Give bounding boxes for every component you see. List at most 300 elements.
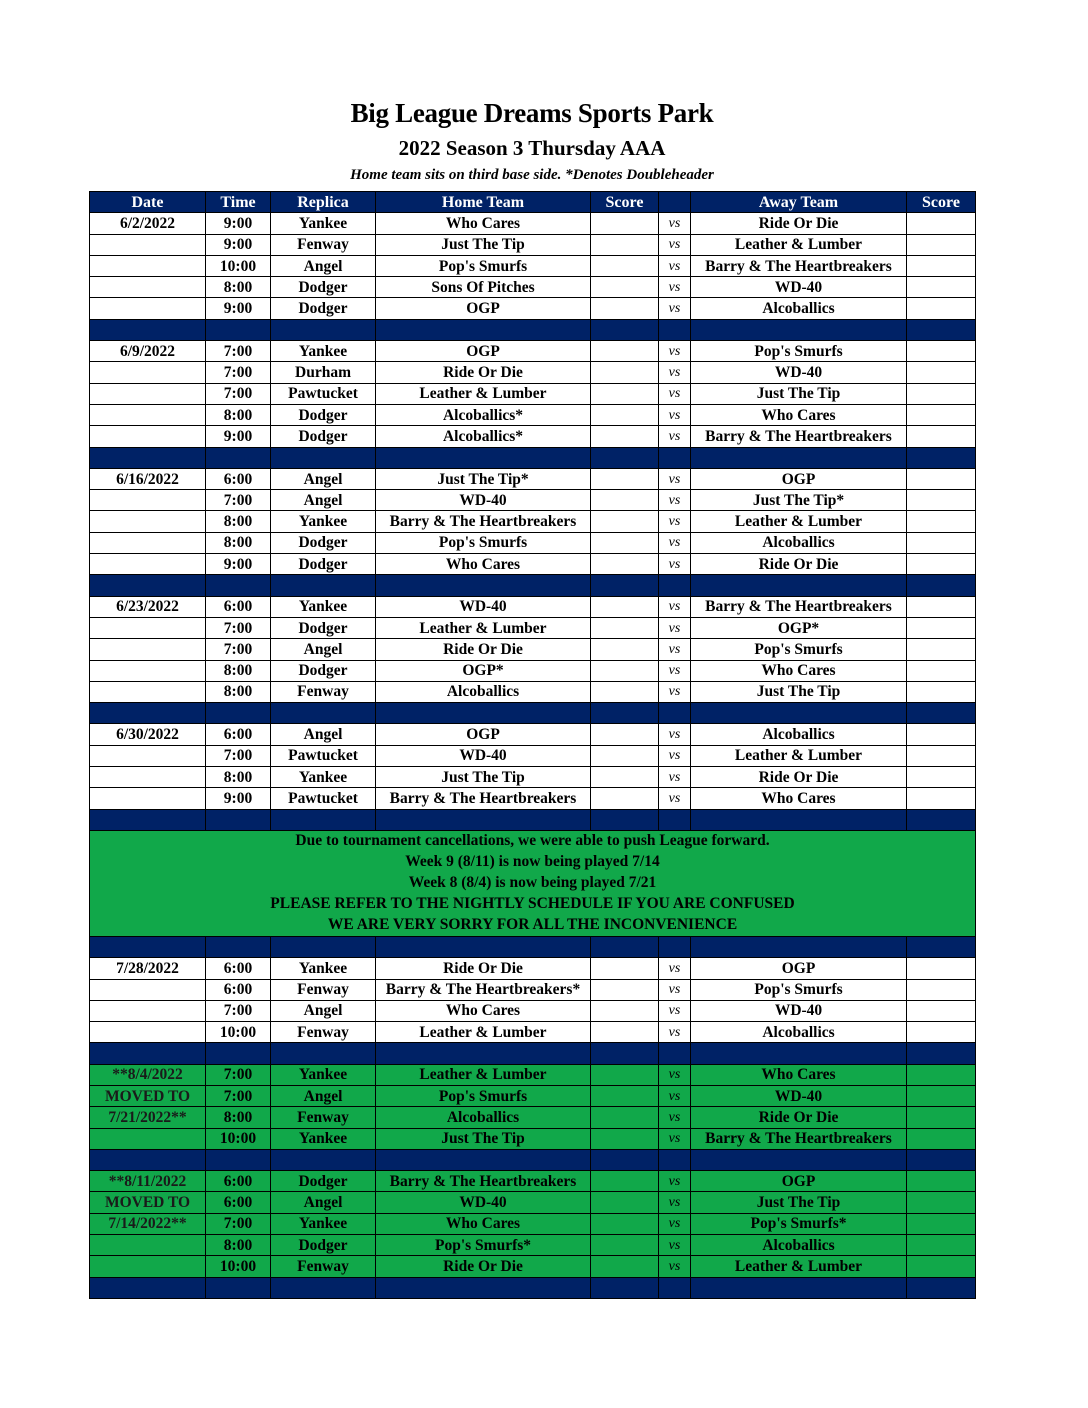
game-replica: Durham (271, 362, 376, 383)
home-team: Who Cares (376, 554, 591, 575)
game-date (90, 681, 206, 702)
vs-label: vs (659, 468, 691, 489)
home-score (591, 1235, 659, 1256)
home-score (591, 255, 659, 276)
separator-row (90, 1277, 976, 1298)
separator-cell (206, 936, 271, 957)
home-score (591, 426, 659, 447)
separator-cell (591, 319, 659, 340)
game-replica: Yankee (271, 341, 376, 362)
separator-cell (907, 319, 976, 340)
game-row (90, 298, 976, 319)
home-team: Ride Or Die (376, 958, 591, 979)
separator-cell (659, 1277, 691, 1298)
game-time: 8:00 (206, 1235, 271, 1256)
separator-cell (271, 1277, 376, 1298)
game-time: 8:00 (206, 277, 271, 298)
game-row (90, 1064, 976, 1085)
separator-cell (907, 1277, 976, 1298)
home-score (591, 1022, 659, 1043)
home-team: Who Cares (376, 213, 591, 234)
vs-label: vs (659, 1000, 691, 1021)
away-team: WD-40 (691, 1000, 907, 1021)
away-score (907, 362, 976, 383)
away-score (907, 1128, 976, 1149)
separator-cell (376, 809, 591, 830)
game-time: 10:00 (206, 1022, 271, 1043)
game-time: 8:00 (206, 681, 271, 702)
separator-cell (907, 1149, 976, 1170)
game-date (90, 745, 206, 766)
away-score (907, 426, 976, 447)
home-score (591, 596, 659, 617)
game-date (90, 298, 206, 319)
vs-label: vs (659, 1256, 691, 1277)
game-replica: Angel (271, 490, 376, 511)
game-time: 9:00 (206, 426, 271, 447)
game-date (90, 277, 206, 298)
vs-label: vs (659, 745, 691, 766)
separator-cell (206, 1043, 271, 1064)
home-score (591, 554, 659, 575)
away-team: Pop's Smurfs* (691, 1213, 907, 1234)
game-row (90, 468, 976, 489)
separator-cell (907, 1043, 976, 1064)
separator-cell (659, 319, 691, 340)
game-date: 7/21/2022** (90, 1107, 206, 1128)
home-score (591, 639, 659, 660)
game-time: 8:00 (206, 767, 271, 788)
home-score (591, 1000, 659, 1021)
home-score (591, 958, 659, 979)
away-score (907, 1235, 976, 1256)
game-time: 7:00 (206, 362, 271, 383)
col-replica: Replica (271, 192, 376, 213)
game-date (90, 979, 206, 1000)
game-replica: Angel (271, 724, 376, 745)
separator-cell (591, 447, 659, 468)
away-team: Pop's Smurfs (691, 639, 907, 660)
game-date (90, 426, 206, 447)
home-score (591, 490, 659, 511)
away-team: Who Cares (691, 1064, 907, 1085)
away-team: Ride Or Die (691, 767, 907, 788)
away-score (907, 468, 976, 489)
home-team: Ride Or Die (376, 1256, 591, 1277)
game-row (90, 532, 976, 553)
home-team: Who Cares (376, 1000, 591, 1021)
notice-banner (90, 830, 976, 936)
away-score (907, 745, 976, 766)
game-row (90, 1235, 976, 1256)
game-row (90, 681, 976, 702)
away-team: Ride Or Die (691, 1107, 907, 1128)
separator-cell (659, 936, 691, 957)
game-replica: Angel (271, 255, 376, 276)
separator-cell (691, 1277, 907, 1298)
game-row (90, 362, 976, 383)
away-score (907, 724, 976, 745)
home-score (591, 979, 659, 1000)
game-date (90, 660, 206, 681)
home-score (591, 234, 659, 255)
game-date (90, 362, 206, 383)
game-row (90, 383, 976, 404)
home-team: Leather & Lumber (376, 1064, 591, 1085)
away-score (907, 1192, 976, 1213)
home-score (591, 1107, 659, 1128)
vs-label: vs (659, 979, 691, 1000)
vs-label: vs (659, 426, 691, 447)
game-date (90, 511, 206, 532)
game-time: 7:00 (206, 490, 271, 511)
game-row (90, 596, 976, 617)
away-team: Just The Tip (691, 1192, 907, 1213)
separator-cell (691, 319, 907, 340)
game-time: 7:00 (206, 1085, 271, 1106)
game-row (90, 277, 976, 298)
separator-cell (90, 1277, 206, 1298)
home-team: Barry & The Heartbreakers (376, 511, 591, 532)
game-date: 6/23/2022 (90, 596, 206, 617)
away-team: Pop's Smurfs (691, 341, 907, 362)
separator-cell (271, 809, 376, 830)
home-score (591, 213, 659, 234)
home-team: Leather & Lumber (376, 617, 591, 638)
separator-cell (271, 447, 376, 468)
separator-cell (591, 809, 659, 830)
away-score (907, 979, 976, 1000)
game-replica: Yankee (271, 213, 376, 234)
schedule-note: Home team sits on third base side. *Denotes Doubleheader (350, 167, 714, 183)
vs-label: vs (659, 1128, 691, 1149)
separator-cell (591, 575, 659, 596)
separator-cell (376, 1149, 591, 1170)
game-time: 8:00 (206, 532, 271, 553)
home-score (591, 724, 659, 745)
game-replica: Dodger (271, 1171, 376, 1192)
game-time: 8:00 (206, 1107, 271, 1128)
game-time: 7:00 (206, 1064, 271, 1085)
game-replica: Angel (271, 1085, 376, 1106)
away-score (907, 681, 976, 702)
away-score (907, 958, 976, 979)
col-away-team: Away Team (691, 192, 907, 213)
home-score (591, 1128, 659, 1149)
game-date (90, 767, 206, 788)
home-score (591, 362, 659, 383)
home-score (591, 1171, 659, 1192)
game-date (90, 532, 206, 553)
vs-label: vs (659, 1213, 691, 1234)
game-replica: Fenway (271, 681, 376, 702)
game-date (90, 1128, 206, 1149)
game-row (90, 1085, 976, 1106)
vs-label: vs (659, 1171, 691, 1192)
separator-cell (907, 809, 976, 830)
home-score (591, 468, 659, 489)
game-row (90, 1022, 976, 1043)
game-date: MOVED TO (90, 1192, 206, 1213)
game-row (90, 1213, 976, 1234)
game-date: 7/14/2022** (90, 1213, 206, 1234)
home-team: Leather & Lumber (376, 1022, 591, 1043)
separator-cell (90, 1149, 206, 1170)
home-team: Just The Tip* (376, 468, 591, 489)
away-team: Who Cares (691, 788, 907, 809)
vs-label: vs (659, 724, 691, 745)
away-team: Who Cares (691, 660, 907, 681)
vs-label: vs (659, 660, 691, 681)
notice-line: Week 8 (8/4) is now being played 7/21 (408, 873, 657, 891)
vs-label: vs (659, 234, 691, 255)
away-score (907, 617, 976, 638)
game-replica: Fenway (271, 1022, 376, 1043)
separator-row (90, 703, 976, 724)
away-team: Barry & The Heartbreakers (691, 426, 907, 447)
away-score (907, 639, 976, 660)
home-team: Pop's Smurfs (376, 532, 591, 553)
game-row (90, 255, 976, 276)
separator-cell (907, 447, 976, 468)
separator-row (90, 809, 976, 830)
game-row (90, 767, 976, 788)
away-score (907, 1064, 976, 1085)
away-team: Leather & Lumber (691, 1256, 907, 1277)
game-time: 8:00 (206, 511, 271, 532)
game-time: 9:00 (206, 234, 271, 255)
game-row (90, 745, 976, 766)
home-team: WD-40 (376, 596, 591, 617)
separator-cell (271, 1149, 376, 1170)
away-score (907, 234, 976, 255)
away-team: Ride Or Die (691, 554, 907, 575)
home-team: OGP (376, 341, 591, 362)
game-date (90, 255, 206, 276)
away-score (907, 490, 976, 511)
game-replica: Angel (271, 639, 376, 660)
game-time: 7:00 (206, 341, 271, 362)
game-date (90, 1256, 206, 1277)
home-score (591, 532, 659, 553)
game-time: 7:00 (206, 617, 271, 638)
separator-cell (90, 319, 206, 340)
game-date (90, 788, 206, 809)
game-row (90, 660, 976, 681)
away-team: Just The Tip (691, 383, 907, 404)
game-replica: Fenway (271, 979, 376, 1000)
home-team: Leather & Lumber (376, 383, 591, 404)
away-score (907, 596, 976, 617)
separator-cell (376, 936, 591, 957)
away-score (907, 277, 976, 298)
col-home-score: Score (591, 192, 659, 213)
notice-line: PLEASE REFER TO THE NIGHTLY SCHEDULE IF YOU ARE CONFUSED (270, 894, 795, 912)
home-score (591, 298, 659, 319)
home-team: Alcoballics* (376, 404, 591, 425)
separator-cell (591, 1149, 659, 1170)
separator-cell (907, 936, 976, 957)
away-team: Who Cares (691, 404, 907, 425)
home-score (591, 1213, 659, 1234)
game-date (90, 404, 206, 425)
game-time: 10:00 (206, 255, 271, 276)
game-replica: Angel (271, 1192, 376, 1213)
home-team: OGP* (376, 660, 591, 681)
game-date: 6/16/2022 (90, 468, 206, 489)
away-score (907, 1022, 976, 1043)
game-replica: Dodger (271, 404, 376, 425)
game-date (90, 1022, 206, 1043)
home-score (591, 511, 659, 532)
away-team: Leather & Lumber (691, 511, 907, 532)
game-time: 8:00 (206, 660, 271, 681)
away-score (907, 383, 976, 404)
home-score (591, 1192, 659, 1213)
col-home-team: Home Team (376, 192, 591, 213)
away-team: Pop's Smurfs (691, 979, 907, 1000)
home-team: Alcoballics (376, 681, 591, 702)
game-row (90, 639, 976, 660)
game-row (90, 1256, 976, 1277)
away-score (907, 788, 976, 809)
separator-cell (206, 703, 271, 724)
game-row (90, 958, 976, 979)
page-title: Big League Dreams Sports Park (350, 98, 714, 128)
game-date (90, 1235, 206, 1256)
game-date (90, 234, 206, 255)
game-time: 6:00 (206, 724, 271, 745)
separator-cell (691, 1043, 907, 1064)
vs-label: vs (659, 1085, 691, 1106)
separator-row (90, 319, 976, 340)
separator-cell (376, 319, 591, 340)
game-replica: Yankee (271, 1064, 376, 1085)
home-score (591, 767, 659, 788)
game-date: 6/2/2022 (90, 213, 206, 234)
game-replica: Pawtucket (271, 383, 376, 404)
game-replica: Dodger (271, 660, 376, 681)
separator-cell (206, 575, 271, 596)
away-team: Alcoballics (691, 298, 907, 319)
separator-cell (376, 1043, 591, 1064)
game-replica: Yankee (271, 1128, 376, 1149)
vs-label: vs (659, 213, 691, 234)
home-team: OGP (376, 298, 591, 319)
separator-cell (591, 703, 659, 724)
game-row (90, 1000, 976, 1021)
home-team: Ride Or Die (376, 362, 591, 383)
separator-cell (376, 447, 591, 468)
game-replica: Dodger (271, 426, 376, 447)
separator-cell (90, 447, 206, 468)
vs-label: vs (659, 639, 691, 660)
game-replica: Yankee (271, 511, 376, 532)
separator-cell (206, 1149, 271, 1170)
away-score (907, 1213, 976, 1234)
vs-label: vs (659, 511, 691, 532)
vs-label: vs (659, 681, 691, 702)
game-row (90, 426, 976, 447)
separator-cell (206, 447, 271, 468)
separator-cell (659, 703, 691, 724)
separator-cell (271, 703, 376, 724)
home-score (591, 788, 659, 809)
away-score (907, 767, 976, 788)
game-row (90, 511, 976, 532)
game-replica: Dodger (271, 1235, 376, 1256)
away-team: Alcoballics (691, 1022, 907, 1043)
away-team: Alcoballics (691, 1235, 907, 1256)
game-time: 10:00 (206, 1128, 271, 1149)
separator-cell (591, 936, 659, 957)
separator-row (90, 447, 976, 468)
vs-label: vs (659, 788, 691, 809)
away-team: WD-40 (691, 1085, 907, 1106)
game-date (90, 639, 206, 660)
separator-cell (659, 1043, 691, 1064)
away-score (907, 511, 976, 532)
game-time: 10:00 (206, 1256, 271, 1277)
game-date: MOVED TO (90, 1085, 206, 1106)
away-team: Barry & The Heartbreakers (691, 596, 907, 617)
away-team: Leather & Lumber (691, 234, 907, 255)
separator-cell (271, 575, 376, 596)
separator-cell (691, 936, 907, 957)
game-time: 7:00 (206, 1213, 271, 1234)
home-score (591, 617, 659, 638)
away-team: OGP* (691, 617, 907, 638)
home-score (591, 404, 659, 425)
game-date (90, 617, 206, 638)
vs-label: vs (659, 958, 691, 979)
home-score (591, 681, 659, 702)
home-team: Pop's Smurfs (376, 255, 591, 276)
game-time: 9:00 (206, 788, 271, 809)
home-score (591, 1085, 659, 1106)
away-score (907, 255, 976, 276)
away-team: Alcoballics (691, 532, 907, 553)
away-score (907, 1000, 976, 1021)
game-replica: Pawtucket (271, 788, 376, 809)
home-team: OGP (376, 724, 591, 745)
away-team: Just The Tip (691, 681, 907, 702)
game-time: 8:00 (206, 404, 271, 425)
col-away-score: Score (907, 192, 976, 213)
game-time: 9:00 (206, 554, 271, 575)
game-date: 6/9/2022 (90, 341, 206, 362)
game-date (90, 554, 206, 575)
separator-row (90, 936, 976, 957)
game-time: 9:00 (206, 298, 271, 319)
game-replica: Fenway (271, 234, 376, 255)
away-team: Barry & The Heartbreakers (691, 255, 907, 276)
game-row (90, 341, 976, 362)
separator-cell (376, 703, 591, 724)
game-time: 6:00 (206, 958, 271, 979)
separator-cell (376, 1277, 591, 1298)
vs-label: vs (659, 383, 691, 404)
vs-label: vs (659, 617, 691, 638)
game-time: 7:00 (206, 383, 271, 404)
away-score (907, 1107, 976, 1128)
home-team: Just The Tip (376, 767, 591, 788)
away-team: Leather & Lumber (691, 745, 907, 766)
game-row (90, 404, 976, 425)
vs-label: vs (659, 1235, 691, 1256)
separator-cell (90, 809, 206, 830)
separator-cell (691, 1149, 907, 1170)
